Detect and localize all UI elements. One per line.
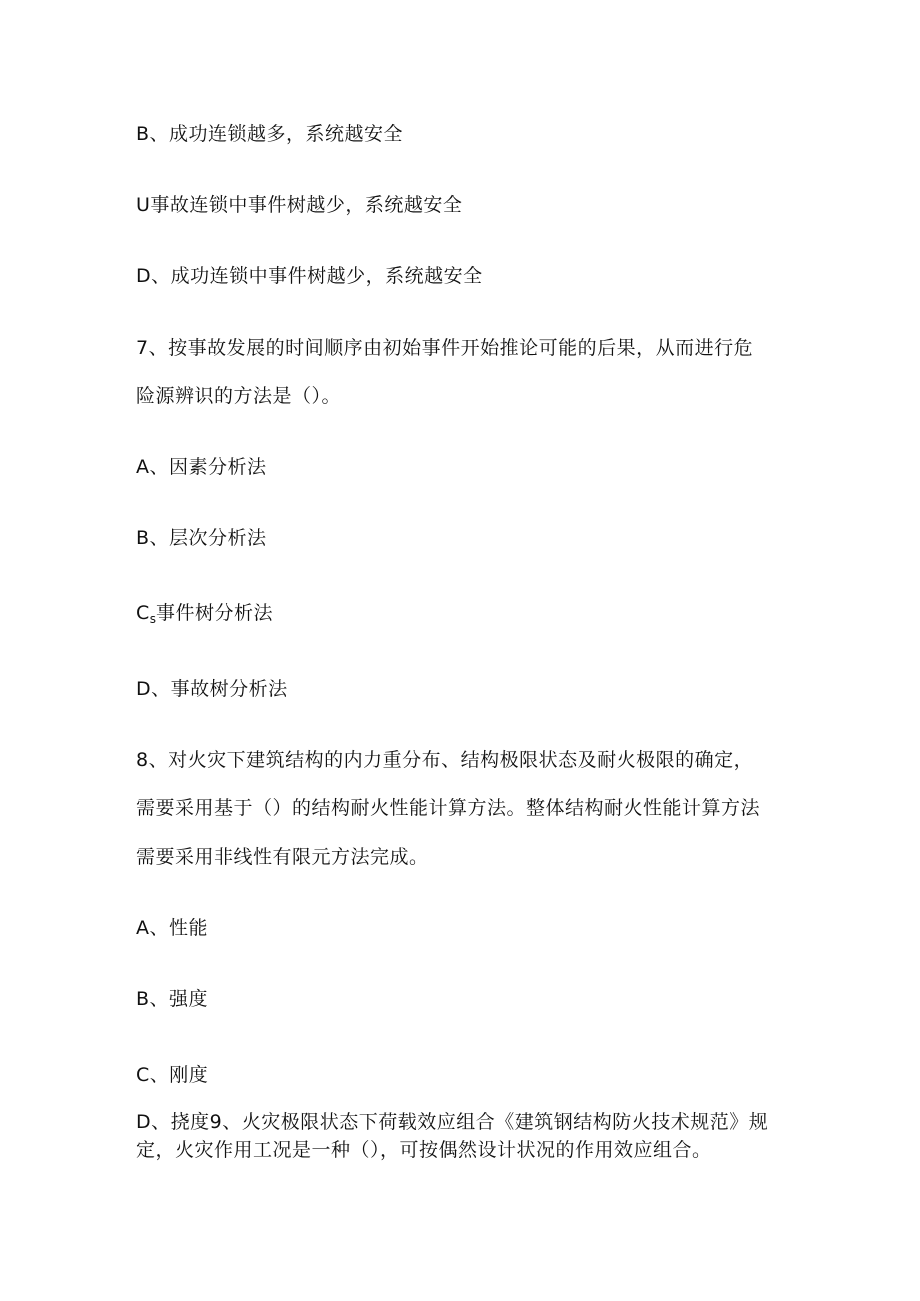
question-9-line-2: 定，火灾作用工况是一种（），可按偶然设计状况的作用效应组合。 xyxy=(136,1139,712,1161)
option-a-q7: A、因素分析法 xyxy=(136,456,267,478)
option-b-q8: B、强度 xyxy=(136,988,209,1010)
option-d-q8-question-9-line-1: D、挠度9、火灾极限状态下荷载效应组合《建筑钢结构防火技术规范》规 xyxy=(136,1111,769,1133)
option-b-q6: B、成功连锁越多，系统越安全 xyxy=(136,123,404,145)
question-8-line-3: 需要采用非线性有限元方法完成。 xyxy=(136,846,429,868)
option-c-subscript: s xyxy=(149,612,157,626)
question-7-line-2: 险源辨识的方法是（）。 xyxy=(136,385,342,407)
question-8-line-1: 8、对火灾下建筑结构的内力重分布、结构极限状态及耐火极限的确定， xyxy=(136,749,754,771)
option-b-q7: B、层次分析法 xyxy=(136,527,267,549)
question-8-line-2: 需要采用基于（）的结构耐火性能计算方法。整体结构耐火性能计算方法 xyxy=(136,797,761,819)
option-c-q7 xyxy=(136,601,273,627)
option-c-letter: C xyxy=(136,602,150,624)
option-a-q8: A、性能 xyxy=(136,917,208,939)
option-d-q7: D、事故树分析法 xyxy=(136,678,288,700)
option-c-q6: U事故连锁中事件树越少，系统越安全 xyxy=(136,194,463,216)
option-c-text: 事件树分析法 xyxy=(156,602,274,624)
option-d-q6: D、成功连锁中事件树越少，系统越安全 xyxy=(136,265,483,287)
option-c-q8: C、刚度 xyxy=(136,1064,209,1086)
question-7-line-1: 7、按事故发展的时间顺序由初始事件开始推论可能的后果，从而进行危 xyxy=(136,337,754,359)
